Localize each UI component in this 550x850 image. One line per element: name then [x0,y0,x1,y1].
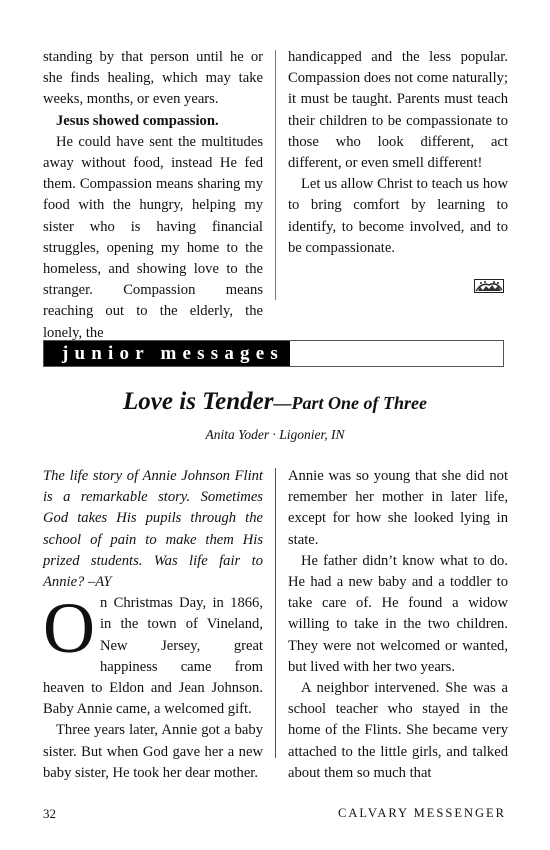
section-banner-label: junior messages [44,341,290,366]
paragraph: A neighbor intervened. She was a school teacher who stayed in the home of the Flints. She became very attached to the little girls, and talked about them so much that [288,680,508,781]
paragraph: Let us allow Christ to teach us how to bring comfort by learning to identify, to become involved, and to be compassionate. [288,176,508,256]
article-title-main: Love is Tender [123,388,274,415]
paragraph: Annie was so young that she did not remember her mother in later life, except for how she looked lying in state. [288,468,508,548]
article-title-suffix: —Part One of Three [273,393,427,413]
byline: Anita Yoder · Ligonier, IN [205,427,345,442]
column-divider [275,50,276,300]
section-heading: Jesus showed compassion. [56,112,219,129]
top-right-column [288,47,508,259]
top-left-column [43,47,263,344]
paragraph: He father didn’t know what to do. He had a new baby and a toddler to take care of. He found a widow willing to take in the two children. They were not welcomed or wanted, but lived with her two years. [288,552,508,675]
paragraph: standing by that person until he or she finds healing, which may take weeks, months, or even years. [43,49,263,108]
article-intro: The life story of Annie Johnson Flint is a remarkable story. Sometimes God takes His pupils through the school of pain to make them His prized students. Was life fair to Annie? –AY [43,468,263,591]
article-left-column [43,466,263,784]
paragraph: He could have sent the multitudes away without food, instead He fed them. Compassion means sharing my food with the hungry, helping my sister who is having financial struggles, opening my home to the homeless, and showing love to the stranger. Compassion means reaching out to the elderly, the lonely, the [43,133,263,341]
paragraph: handicapped and the less popular. Compassion does not come naturally; it must be taught. Parents must teach their children to be compassionate to those who look different, act different, or even smell different! [288,49,508,172]
article-title [0,388,550,416]
paragraph-text: n Christmas Day, in 1866, in the town of Vineland, New Jersey, great happiness came from heaven to Eldon and Jean Johnson. Baby Annie came, a welcomed gift. [43,595,263,718]
paragraph [43,588,263,720]
article-right-column [288,466,508,784]
column-divider [275,468,276,758]
paragraph: Three years later, Annie got a baby sister. But when God gave her a new baby sister, He took her dear mother. [43,722,263,781]
end-of-article-ornament-icon [474,279,504,293]
drop-cap: O [43,588,95,669]
section-banner [43,340,504,367]
page-number: 32 [43,806,56,821]
publication-name: CALVARY MESSENGER [338,806,506,820]
